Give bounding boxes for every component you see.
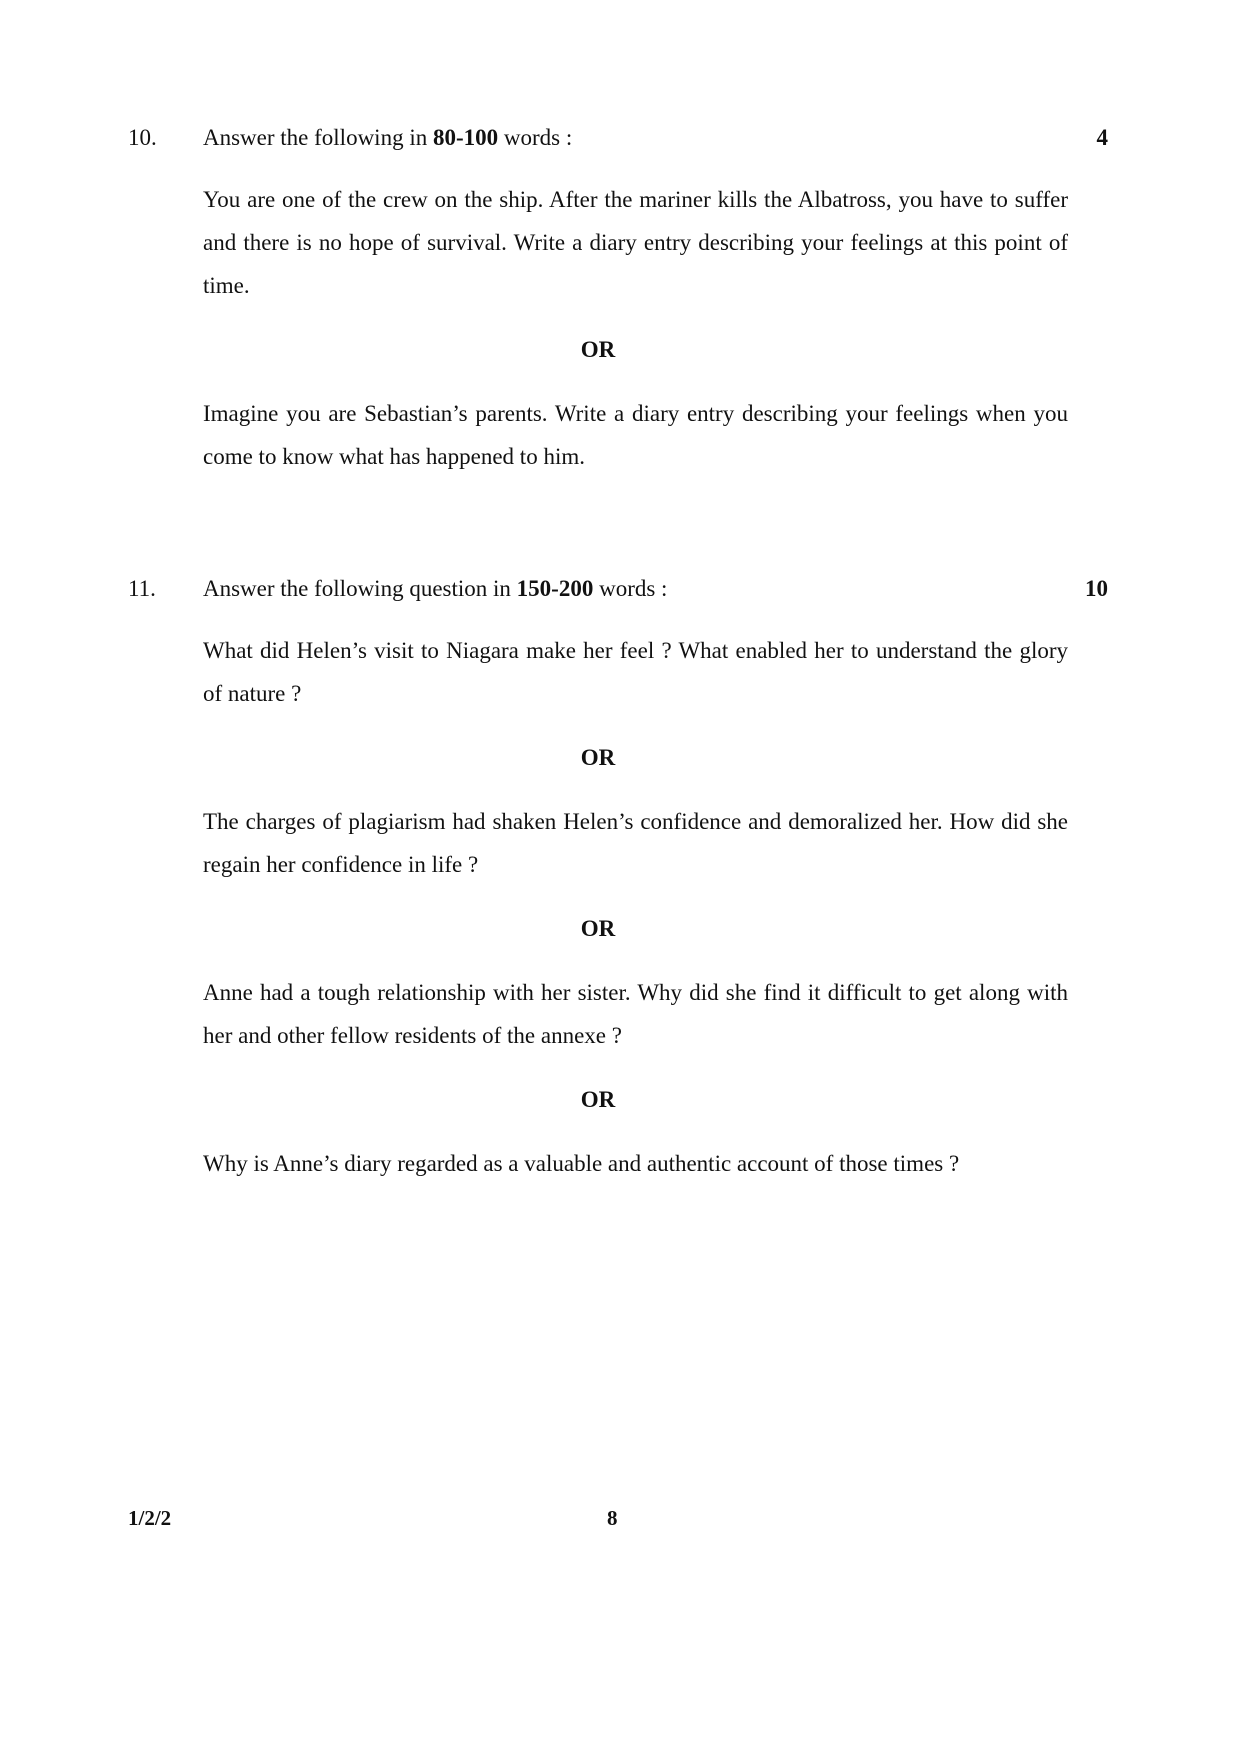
- page-number: 8: [607, 1506, 618, 1530]
- instruction-text: Answer the following in: [203, 125, 433, 150]
- question-11-option-3: Anne had a tough relationship with her sister. Why did she find it difficult to get along with her and other fellow residents of the annexe ?: [203, 980, 1068, 1048]
- question-instruction: [203, 569, 667, 609]
- question-marks: 10: [1085, 576, 1108, 601]
- word-limit: 150-200: [516, 576, 594, 601]
- instruction-text-end: words :: [498, 125, 573, 150]
- question-10-option-1: You are one of the crew on the ship. After the mariner kills the Albatross, you have to suffer and there is no hope of survival. Write a diary entry describing your feelings at this point of time.: [203, 187, 1068, 298]
- or-separator: OR: [580, 337, 616, 362]
- question-11-header: [0, 569, 1241, 609]
- question-marks: 4: [1096, 125, 1108, 150]
- or-separator: OR: [580, 1087, 616, 1112]
- question-11-option-4: Why is Anne’s diary regarded as a valuable and authentic account of those times ?: [203, 1151, 960, 1176]
- question-number: 10.: [128, 125, 157, 150]
- or-separator: OR: [580, 916, 616, 941]
- question-11-option-2: The charges of plagiarism had shaken Helen’s confidence and demoralized her. How did she regain her confidence in life ?: [203, 809, 1068, 877]
- question-10-option-2: Imagine you are Sebastian’s parents. Write a diary entry describing your feelings when you come to know what has happened to him.: [203, 401, 1068, 469]
- question-11-option-1: What did Helen’s visit to Niagara make her feel ? What enabled her to understand the glory of nature ?: [203, 638, 1068, 706]
- question-number: 11.: [128, 576, 156, 601]
- instruction-text: Answer the following question in: [203, 576, 517, 601]
- word-limit: 80-100: [432, 125, 499, 150]
- paper-code: 1/2/2: [128, 1506, 172, 1530]
- question-instruction: [203, 118, 572, 158]
- question-10-header: [0, 118, 1241, 158]
- or-separator: OR: [580, 745, 616, 770]
- instruction-text-end: words :: [593, 576, 668, 601]
